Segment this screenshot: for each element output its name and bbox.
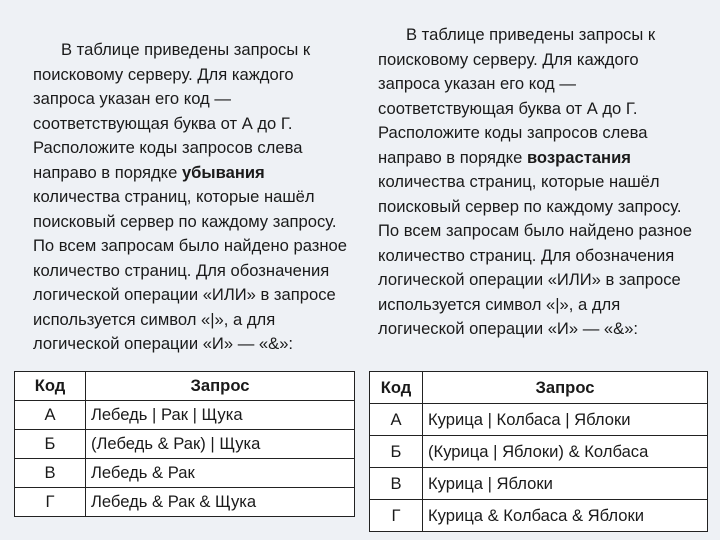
left-order-word: убывания (181, 162, 265, 182)
row-code: Г (370, 500, 423, 532)
row-code: А (15, 401, 86, 430)
right-query-table (369, 371, 708, 532)
row-code: В (370, 468, 423, 500)
header-code: Код (15, 372, 86, 401)
right-task-text (378, 23, 700, 342)
header-query: Запрос (423, 372, 708, 404)
header-code: Код (370, 372, 423, 404)
table-header-row (15, 372, 355, 401)
table-row (15, 430, 355, 459)
table-row (370, 500, 708, 532)
row-query: Курица | Колбаса | Яблоки (423, 404, 708, 436)
row-query: Курица | Яблоки (423, 468, 708, 500)
left-query-table (14, 371, 355, 517)
table-row (15, 488, 355, 517)
left-task (33, 38, 355, 357)
left-text-after: количества страниц, которые нашёл поисковый сервер по каждому запросу. По всем запросам было найдено разное количество страниц. Для обозначения логической операции «ИЛИ» в запросе используется символ «|», а для логической операции «И» — «&»: (33, 187, 347, 353)
right-task (378, 23, 700, 342)
row-code: А (370, 404, 423, 436)
row-query: Лебедь & Рак (86, 459, 355, 488)
row-query: Лебедь | Рак | Щука (86, 401, 355, 430)
table-row (370, 468, 708, 500)
row-code: В (15, 459, 86, 488)
right-order-word: возрастания (526, 147, 631, 167)
header-query: Запрос (86, 372, 355, 401)
table-row (15, 459, 355, 488)
row-query: (Курица | Яблоки) & Колбаса (423, 436, 708, 468)
row-code: Б (370, 436, 423, 468)
table-row (370, 436, 708, 468)
right-text-after: количества страниц, которые нашёл поисковый сервер по каждому запросу. По всем запросам было найдено разное количество страниц. Для обозначения логической операции «ИЛИ» в запросе используется символ «|», а для логической операции «И» — «&»: (378, 172, 692, 338)
row-query: Лебедь & Рак & Щука (86, 488, 355, 517)
row-query: (Лебедь & Рак) | Щука (86, 430, 355, 459)
row-query: Курица & Колбаса & Яблоки (423, 500, 708, 532)
row-code: Г (15, 488, 86, 517)
table-row (15, 401, 355, 430)
left-task-text (33, 38, 355, 357)
left-text-before: В таблице приведены запросы к поисковому серверу. Для каждого запроса указан его код — соответствующая буква от А до Г. Расположите коды запросов слева направо в порядке (33, 40, 311, 182)
right-text-before: В таблице приведены запросы к поисковому серверу. Для каждого запроса указан его код — соответствующая буква от А до Г. Расположите коды запросов слева направо в порядке (378, 25, 656, 167)
table-row (370, 404, 708, 436)
table-header-row (370, 372, 708, 404)
row-code: Б (15, 430, 86, 459)
